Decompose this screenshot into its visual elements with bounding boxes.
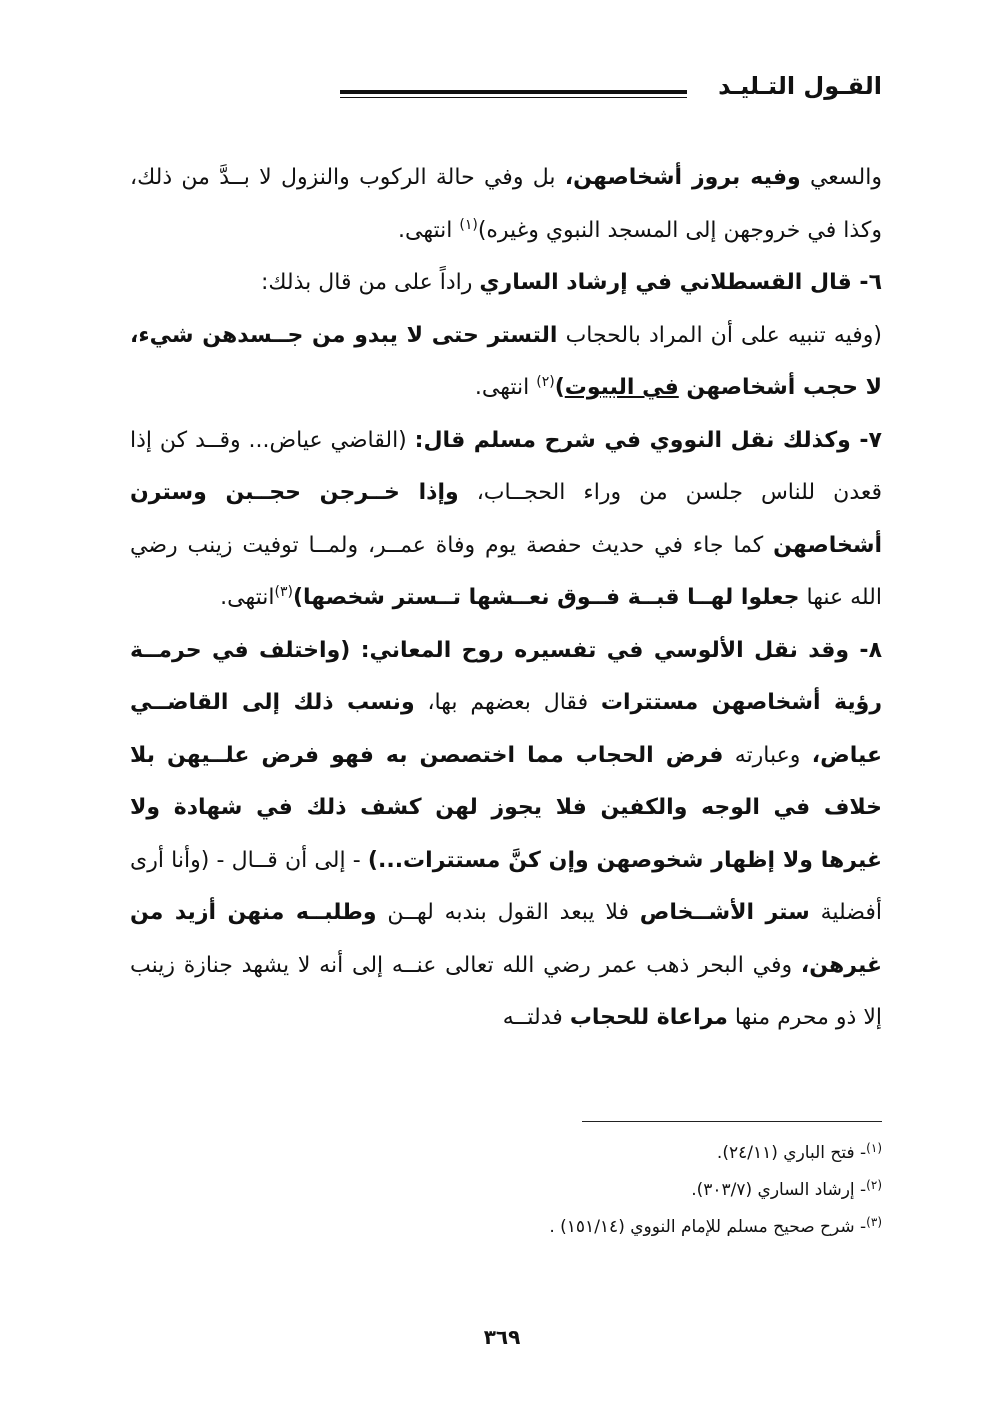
footnote-number: (١) — [866, 1141, 882, 1155]
text-run: (القاضي عياض... وقــد كن إذا قعدن للناس جلسن من وراء الحجــاب، — [130, 427, 883, 505]
footnote-item — [130, 1135, 882, 1172]
text-run: كما جاء في حديث حفصة يوم وفاة عمــر، ولمــا توفيت زينب رضي الله عنها — [130, 532, 882, 610]
footnote-item — [130, 1172, 882, 1209]
footnote-separator — [582, 1121, 882, 1122]
footnote-text: - فتح الباري (٢٤/١١). — [716, 1143, 867, 1163]
bold-run: فرض الحجاب مما اختصصن به فهو فرض علــيهن بلا خلاف في الوجه والكفين فلا يجوز لهن كشف ذلك في شهادة ولا غيرها ولا إظهار شخوصهن وإن كنَّ مستترات...) — [130, 742, 882, 873]
bold-run: مراعاة للحجاب — [569, 1005, 728, 1030]
paragraph — [130, 310, 882, 415]
text-run: بل وفي حالة الركوب والنزول لا بــدَّ من ذلك، وكذا في خروجهن إلى المسجد النبوي وغيره) — [130, 165, 882, 243]
footnotes — [130, 1135, 882, 1246]
bold-run: ستر الأشــخاص — [639, 900, 810, 925]
text-run: والسعي — [800, 165, 882, 190]
footnote-number: (٣) — [866, 1215, 882, 1229]
bold-run — [565, 375, 679, 400]
footnote-text: - إرشاد الساري (٣٠٣/٧). — [691, 1180, 867, 1200]
paragraph — [130, 415, 882, 625]
bold-run: ٦- قال القسطلاني في إرشاد الساري — [479, 270, 882, 295]
running-header-title: القـول التـليـد — [718, 72, 882, 100]
paragraph — [130, 257, 882, 310]
bold-run: جعلوا لهــا قبــة فــوق نعــشها تــستر شخصها) — [292, 585, 800, 610]
footnote-item — [130, 1209, 882, 1246]
text-run: وفي البحر ذهب عمر رضي الله تعالى عنــه إلى أنه لا يشهد جنازة زينب إلا ذو محرم منها — [130, 952, 882, 1030]
text-run: - إلى أن قــال - (وأنا أرى أفضلية — [130, 847, 882, 925]
footnote-number: (٢) — [866, 1178, 882, 1192]
text-run: انتهى. — [220, 585, 275, 610]
bold-run: ٨- وقد نقل الألوسي في تفسيره روح المعاني: (واختلف في حرمــة رؤية أشخاصهن مستترات — [130, 637, 882, 715]
footnote-reference: (٣) — [274, 584, 293, 600]
header-rule-thick — [340, 90, 687, 94]
bold-run: ) — [554, 375, 565, 400]
underlined-run: في البيوت — [564, 375, 679, 400]
text-run: انتهى. — [398, 217, 460, 243]
bold-run: وفيه بروز أشخاصهن، — [564, 165, 801, 190]
text-run: (وفيه تنبيه على أن المراد بالحجاب — [557, 322, 882, 348]
bold-run: ونسب ذلك إلى القاضــي عياض، — [130, 690, 883, 768]
page-header — [130, 72, 882, 112]
bold-run: ٧- وكذلك نقل النووي في شرح مسلم قال: — [414, 427, 882, 453]
bold-run: وطلبــه منهن أزيد من غيرهن، — [130, 900, 882, 978]
paragraph — [130, 625, 882, 1045]
text-run: فلا يبعد القول بندبه لهــن — [376, 900, 640, 925]
text-run: فقال بعضهم بها، — [414, 690, 601, 715]
footnote-reference: (١) — [459, 216, 478, 233]
bold-run: التستر حتى لا يبدو من جــسدهن شيء، لا حجب أشخاصهن — [130, 322, 882, 400]
paragraph — [130, 152, 882, 257]
body-text — [130, 152, 882, 1045]
text-run: انتهى. — [474, 375, 537, 400]
text-run: راداً على من قال بذلك: — [260, 270, 480, 295]
bold-run: وإذا خــرجن حجــبن وسترن أشخاصهن — [130, 480, 882, 558]
footnote-reference: (٢) — [536, 374, 555, 390]
footnote-text: - شرح صحيح مسلم للإمام النووي (١٥١/١٤) . — [549, 1217, 867, 1237]
header-rule-thin — [340, 97, 687, 98]
text-run: وعبارته — [723, 742, 812, 768]
page-number: ٣٦٩ — [483, 1325, 521, 1349]
text-run: فدلتــه — [502, 1005, 570, 1030]
